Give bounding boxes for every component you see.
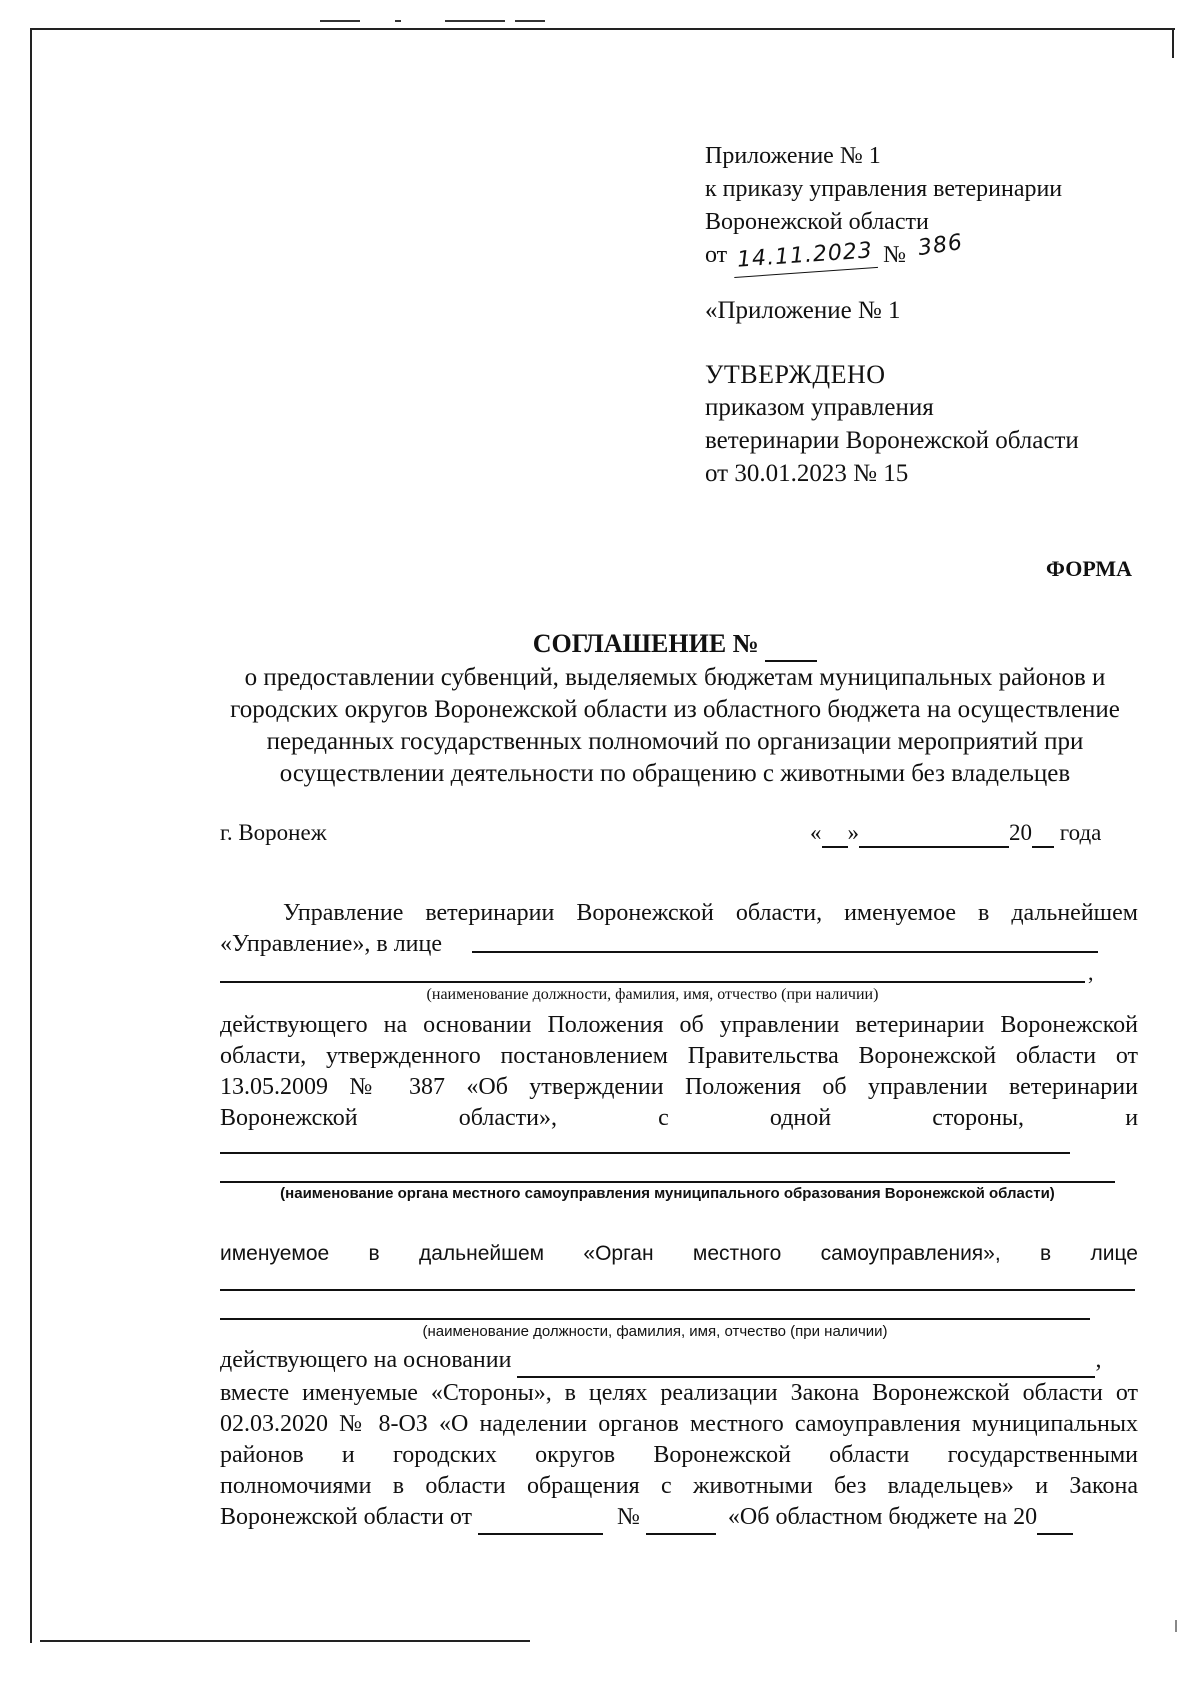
form-label: ФОРМА bbox=[1046, 556, 1132, 581]
approval-title: УТВЕРЖДЕНО bbox=[705, 360, 886, 389]
official-caption-2: (наименование должности, фамилия, имя, отчество (при наличии) bbox=[422, 1323, 888, 1340]
handwritten-number: 386 bbox=[916, 229, 965, 262]
annex-line-1: Приложение № 1 bbox=[705, 143, 881, 169]
agreement-title-text: СОГЛАШЕНИЕ № bbox=[532, 629, 759, 658]
basis-blank bbox=[517, 1345, 1095, 1378]
annex-header bbox=[705, 140, 1062, 273]
agreement-subtitle-1: о предоставлении субвенций, выделяемых бюджетам муниципальных районов и bbox=[244, 664, 1106, 691]
paragraph-2 bbox=[220, 1010, 1138, 1134]
agreement-title-block bbox=[210, 628, 1140, 790]
agreement-subtitle-3: переданных государственных полномочий по организации мероприятий при bbox=[266, 728, 1084, 755]
law-number-label: № bbox=[617, 1504, 640, 1530]
comma: , bbox=[1088, 960, 1094, 985]
month-blank bbox=[859, 820, 1009, 848]
acting-basis-line bbox=[220, 1345, 1138, 1378]
budget-year-blank bbox=[1037, 1502, 1073, 1535]
para1-line-2-text: «Управление», в лице bbox=[220, 931, 443, 957]
acting-basis-text: действующего на основании bbox=[220, 1347, 512, 1373]
word: дальнейшем bbox=[418, 1242, 545, 1265]
para4-line-1: вместе именуемые «Стороны», в целях реализации Закона Воронежской области от bbox=[220, 1380, 1138, 1406]
para2-line-3: 13.05.2009 № 387 «Об утверждении Положения об управлении ветеринарии bbox=[220, 1074, 1138, 1100]
body-name-blank-1 bbox=[220, 1152, 1070, 1154]
word: области», bbox=[458, 1105, 557, 1131]
word: в bbox=[368, 1242, 380, 1265]
para2-line-2: области, утвержденного постановлением Правительства Воронежской области от bbox=[220, 1043, 1138, 1069]
official-name-blank-4 bbox=[220, 1318, 1090, 1320]
annex-line-2: к приказу управления ветеринарии bbox=[705, 176, 1063, 202]
from-label: от bbox=[705, 242, 728, 268]
official-name-blank-1 bbox=[472, 951, 1098, 953]
year-suffix: года bbox=[1059, 820, 1102, 845]
paragraph-4 bbox=[220, 1345, 1138, 1535]
city: г. Воронеж bbox=[220, 820, 327, 845]
word: стороны, bbox=[932, 1105, 1025, 1131]
page-border-top bbox=[30, 28, 1175, 30]
year-blank bbox=[1032, 820, 1054, 848]
official-name-blank-3 bbox=[220, 1289, 1135, 1291]
agreement-subtitle-4: осуществлении деятельности по обращению с животными без владельцев bbox=[279, 760, 1071, 787]
body-name-blank-2 bbox=[220, 1181, 1115, 1183]
agreement-title bbox=[210, 628, 1140, 662]
approval-line-2: ветеринарии Воронежской области bbox=[705, 427, 1079, 454]
page-border-bottom bbox=[40, 1640, 530, 1642]
para4-line-3: районов и городских округов Воронежской области государственными bbox=[220, 1442, 1138, 1468]
agreement-subtitle-2: городских округов Воронежской области из областного бюджета на осуществление bbox=[230, 696, 1120, 723]
word: самоуправления», bbox=[820, 1242, 1001, 1265]
approval-line-1: приказом управления bbox=[705, 394, 934, 421]
word: Воронежской bbox=[220, 1105, 358, 1131]
word: «Орган bbox=[583, 1242, 654, 1265]
annex-date-line bbox=[705, 229, 1062, 273]
law-date-blank bbox=[478, 1502, 603, 1535]
word: в bbox=[1040, 1242, 1052, 1265]
para3-line-1 bbox=[220, 1238, 1138, 1269]
date-line bbox=[810, 820, 1101, 848]
annex-quote: «Приложение № 1 bbox=[705, 297, 901, 324]
quote-close: » bbox=[847, 820, 859, 845]
word: именуемое bbox=[220, 1242, 330, 1265]
scan-speck bbox=[1175, 1620, 1177, 1632]
word: и bbox=[1125, 1105, 1139, 1131]
law-from-text: Воронежской области от bbox=[220, 1504, 472, 1530]
number-label: № bbox=[883, 242, 907, 268]
approval-block bbox=[705, 358, 1079, 490]
page-border-right bbox=[1172, 28, 1174, 58]
para4-line-5 bbox=[220, 1502, 1138, 1535]
word: местного bbox=[692, 1242, 782, 1265]
law-title-text: «Об областном бюджете на 20 bbox=[727, 1504, 1038, 1530]
basis-comma: , bbox=[1095, 1347, 1102, 1373]
para2-line-4 bbox=[220, 1103, 1138, 1134]
para2-line-1: действующего на основании Положения об управлении ветеринарии Воронежской bbox=[220, 1012, 1138, 1038]
handwritten-date: 14.11.2023 bbox=[732, 234, 878, 278]
quote-open: « bbox=[810, 820, 822, 845]
body-caption: (наименование органа местного самоуправления муниципального образования Воронежской области) bbox=[280, 1185, 1055, 1202]
official-caption: (наименование должности, фамилия, имя, отчество (при наличии) bbox=[426, 986, 879, 1003]
official-name-blank-2 bbox=[220, 981, 1085, 983]
para1-line-1: Управление ветеринарии Воронежской области, именуемое в дальнейшем bbox=[283, 900, 1138, 926]
annex-line-3: Воронежской области bbox=[705, 209, 929, 235]
approval-line-3: от 30.01.2023 № 15 bbox=[705, 460, 909, 487]
para4-line-2: 02.03.2020 № 8-ОЗ «О наделении органов местного самоуправления муниципальных bbox=[220, 1411, 1138, 1437]
agreement-number-blank bbox=[765, 628, 817, 662]
page-border-left bbox=[30, 28, 32, 1643]
para1-line-2 bbox=[220, 929, 1138, 960]
para4-line-4: полномочиями в области обращения с животными без владельцев» и Закона bbox=[220, 1473, 1138, 1499]
word: лице bbox=[1090, 1242, 1138, 1265]
paragraph-3 bbox=[220, 1238, 1138, 1269]
law-number-blank bbox=[646, 1502, 716, 1535]
word: одной bbox=[769, 1105, 832, 1131]
word: с bbox=[658, 1105, 669, 1131]
year-prefix: 20 bbox=[1009, 820, 1032, 845]
day-blank bbox=[822, 820, 848, 848]
